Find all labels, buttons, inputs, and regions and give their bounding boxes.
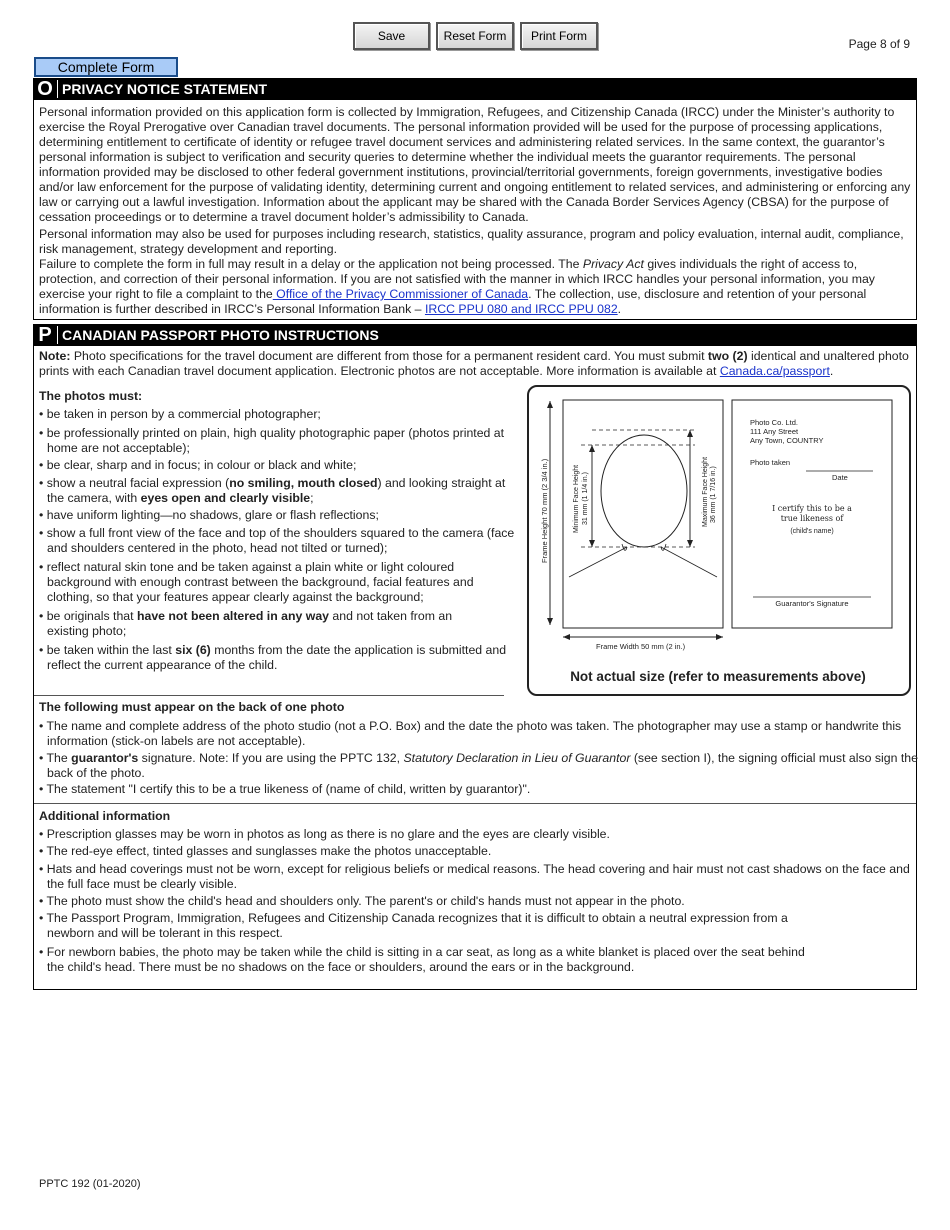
form-code: PPTC 192 (01-2020) [39,1178,141,1190]
min-face-label-2: 31 mm (1 1/4 in.) [582,472,589,525]
list-item: • reflect natural skin tone and be taken against a plain white or light coloured background with enough contrast between the background, facial features and clothing, so that your features appear clearly against the background; [39,560,474,604]
list-item: • Prescription glasses may be worn in photos as long as there is no glare and the eyes are clearly visible. [39,827,610,841]
frame-width-label: Frame Width 50 mm (2 in.) [596,642,686,651]
list-item: • The red-eye effect, tinted glasses and sunglasses make the photos unacceptable. [39,844,492,858]
section-title: PRIVACY NOTICE STATEMENT [62,81,268,97]
save-button[interactable]: Save [353,22,430,50]
childs-name-label: (child's name) [790,528,834,535]
list-item: • show a full front view of the face and top of the shoulders squared to the camera (face and shoulders centered in the photo, head not tilted or turned); [39,526,515,555]
list-item: • be taken in person by a commercial photographer; [39,407,321,421]
print-form-button[interactable]: Print Form [520,22,598,50]
list-item: • be clear, sharp and in focus; in colour or black and white; [39,458,357,472]
min-face-label-1: Minimum Face Height [573,464,580,533]
list-item: • Hats and head coverings must not be worn, except for religious beliefs or medical reasons. The head covering and hair must not cast shadows on the face and the full face must be clearly visible. [39,862,910,891]
additional-info-heading: Additional information [39,809,171,823]
photo-note: Note: Photo specifications for the travel document are different from those for a permanent resident card. You must submit two (2) identical and unaltered photo prints with each Canadian travel document application. Electronic photos are not acceptable. More information is available at Canada.ca/passport. [39,349,909,378]
date-label: Date [832,473,848,482]
studio-street: 111 Any Street [750,427,799,436]
list-item: • show a neutral facial expression (no smiling, mouth closed) and looking straight at the camera, with eyes open and clearly visible; [39,476,506,505]
head-outline [601,435,687,547]
studio-name: Photo Co. Ltd. [750,418,798,427]
photo-diagram [527,385,911,696]
studio-town: Any Town, COUNTRY [750,436,824,445]
list-item: • be originals that have not been altered in any way and not taken from an existing photo; [39,609,453,638]
section-o-header [33,78,917,100]
list-item: • For newborn babies, the photo may be taken while the child is sitting in a car seat, as long as a white blanket is placed over the seat behind the child's head. There must be no shadows on the face or shoulders, around the ears or in the background. [39,945,805,974]
ircc-ppu-link[interactable]: IRCC PPU 080 and IRCC PPU 082 [424,302,618,316]
list-item: • The Passport Program, Immigration, Refugees and Citizenship Canada recognizes that it is difficult to obtain a neutral expression from a newborn and will be tolerant in this respect. [39,911,788,940]
guarantor-signature-label: Guarantor's Signature [775,599,849,608]
privacy-paragraph-3: Failure to complete the form in full may result in a delay or the application not being processed. The Privacy Act gives individuals the right of access to, protection, and correction of their personal information. If you are not satisfied with the manner in which IRCC handles your personal information, you may exercise your right to file a complaint to the Office of the Privacy Commissioner of Canada. The collection, use, disclosure and retention of your personal information is further described in IRCC’s Personal Information Bank – IRCC PPU 080 and IRCC PPU 082. [39,257,875,316]
list-item: • The photo must show the child's head and shoulders only. The parent's or child's hands must not appear in the photo. [39,894,685,908]
certify-line-2: true likeness of [780,514,844,523]
frame-height-label: Frame Height 70 mm (2 3/4 in.) [540,458,549,563]
reset-form-button[interactable]: Reset Form [436,22,514,50]
divider [34,695,504,696]
back-of-photo-heading: The following must appear on the back of one photo [39,700,345,714]
page-number: Page 8 of 9 [848,37,910,51]
list-item: • The statement "I certify this to be a true likeness of (name of child, written by guarantor)". [39,782,531,796]
certify-line-1: I certify this to be a [772,504,852,513]
section-letter: P [38,324,52,346]
section-title: CANADIAN PASSPORT PHOTO INSTRUCTIONS [62,327,379,343]
complete-form-button[interactable]: Complete Form [34,57,178,77]
privacy-paragraph-1: Personal information provided on this application form is collected by Immigration, Refugees, and Citizenship Canada (IRCC) under the Minister’s authority to exercise the Royal Prerogative over Canadian travel documents. The personal information provided will be used for the purpose of processing applications, determining entitlement to certificate of identity or refugee travel document services and administering related services. In the same context, the guarantor’s personal information is subject to verification and security queries to determine whether the individual meets the guarantor requirements. The personal information provided may be disclosed to other federal government institutions, provincial/territorial governments, foreign governments, investigative bodies and/or law enforcement for the purpose of validating identity, determining current and ongoing entitlement to related services, and administering or enforcing any law or carrying out a lawful investigation. Information about the applicant may be shared with the Canada Border Services Agency (CBSA) for the purpose of cessation proceedings or to determine a travel document holder’s admissibility to Canada. [39,105,911,224]
privacy-paragraph-2: Personal information may also be used for purposes including research, statistics, quality assurance, program and policy evaluation, internal audit, compliance, risk management, strategy development and reporting. [39,227,904,256]
max-face-label-1: Maximum Face Height [702,456,709,527]
privacy-commissioner-link[interactable]: Office of the Privacy Commissioner of Canada [272,287,529,301]
list-item: • be professionally printed on plain, high quality photographic paper (photos printed at home are not acceptable); [39,426,505,455]
section-p-header [33,324,917,346]
list-item: • be taken within the last six (6) months from the date the application is submitted and reflect the current appearance of the child. [39,643,507,672]
max-face-label-2: 36 mm (1 7/16 in.) [710,466,717,523]
divider [34,803,916,804]
list-item: • have uniform lighting—no shadows, glare or flash reflections; [39,508,379,522]
not-actual-size-caption: Not actual size (refer to measurements above) [570,669,866,684]
passport-link[interactable]: Canada.ca/passport [719,364,830,378]
photo-taken-label: Photo taken [750,458,791,467]
photos-must-heading: The photos must: [39,389,143,403]
list-item: • The guarantor's signature. Note: If you are using the PPTC 132, Statutory Declaration in Lieu of Guarantor (see section I), the signing official must also sign the back of the photo. [39,751,918,780]
section-letter: O [37,78,53,100]
list-item: • The name and complete address of the photo studio (not a P.O. Box) and the date the photo was taken. The photographer may use a stamp or handwrite this information (stick-on labels are not acceptable). [39,719,902,748]
